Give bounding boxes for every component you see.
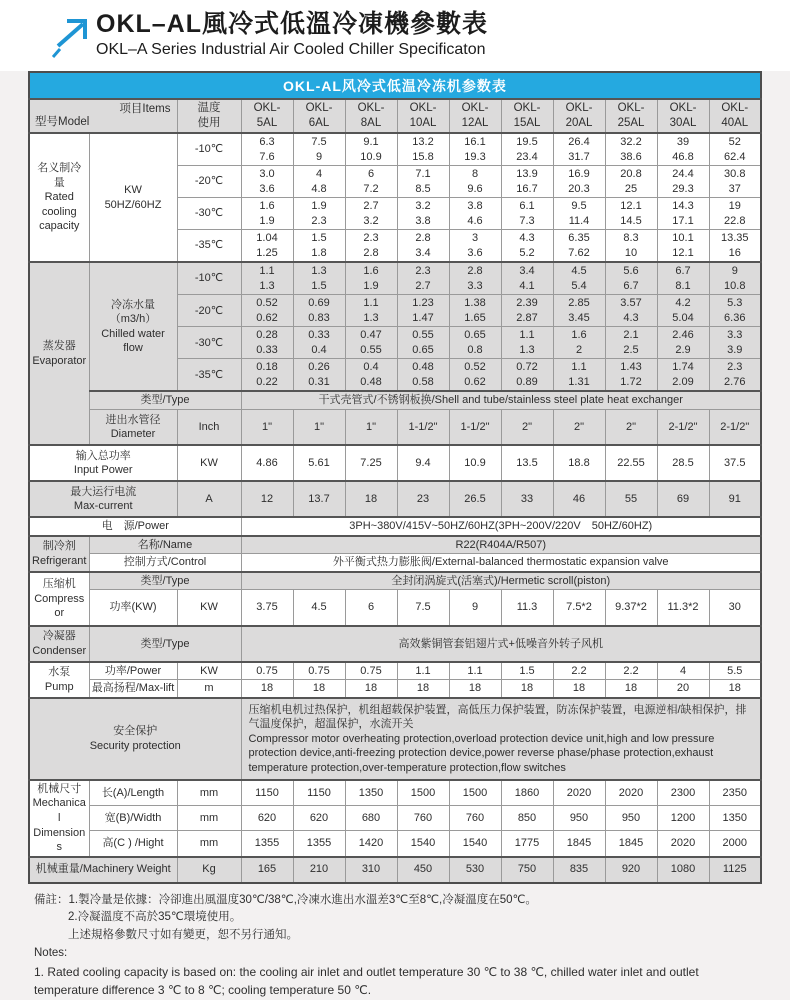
table-cell: 9.37*2: [605, 590, 657, 626]
table-cell: 680: [345, 806, 397, 831]
table-cell: -30℃: [177, 327, 241, 359]
table-cell: 压缩机电机过热保护，机组超载保护装置，高低压力保护装置，防冻保护装置，电源逆相/缺相保护，排气温度保护，超温保护，水流开关 Compressor motor overheating protection,overload protection device unit,high and low pressure protection device,anti-freezing protection device,power reverse phase/phase protection,exhaust temperature protection,over-temperature protection,flow switches: [241, 698, 761, 780]
table-cell: 5.5: [709, 662, 761, 680]
table-cell: 4.5: [293, 590, 345, 626]
table-cell: 2.7 3.2: [345, 198, 397, 230]
table-cell: 1-1/2": [397, 409, 449, 445]
table-cell: KW: [177, 662, 241, 680]
table-cell: 1.6 1.9: [345, 262, 397, 295]
table-cell: 8 9.6: [449, 166, 501, 198]
table-cell: 2.3 2.7: [397, 262, 449, 295]
table-header-row: [29, 99, 761, 133]
table-cell: 7.5*2: [553, 590, 605, 626]
table-cell: 18: [345, 481, 397, 517]
table-cell: 0.55 0.65: [397, 327, 449, 359]
table-cell: 165: [241, 857, 293, 883]
table-cell: 0.72 0.89: [501, 359, 553, 392]
table-cell: 1.43 1.72: [605, 359, 657, 392]
table-cell: 4 4.8: [293, 166, 345, 198]
table-row: [29, 831, 761, 857]
table-cell: 18: [449, 680, 501, 698]
up-right-arrow-icon: [52, 14, 92, 58]
table-cell: 1.3 1.5: [293, 262, 345, 295]
table-cell: 33: [501, 481, 553, 517]
table-cell: 1.1 1.3: [241, 262, 293, 295]
table-cell: 620: [293, 806, 345, 831]
table-cell: 0.33 0.4: [293, 327, 345, 359]
table-cell: 18: [553, 680, 605, 698]
table-cell: 2020: [657, 831, 709, 857]
table-cell: 冷凝器 Condenser: [29, 626, 89, 662]
table-cell: 920: [605, 857, 657, 883]
model-header: OKL- 30AL: [657, 99, 709, 133]
table-row: [29, 262, 761, 295]
table-cell: 2.8 3.4: [397, 230, 449, 263]
table-cell: 14.3 17.1: [657, 198, 709, 230]
table-cell: 2350: [709, 780, 761, 806]
model-header: OKL- 25AL: [605, 99, 657, 133]
table-cell: 1150: [293, 780, 345, 806]
table-cell: 1.5: [501, 662, 553, 680]
table-cell: 4.3 5.2: [501, 230, 553, 263]
table-cell: 名义制冷量 Rated cooling capacity: [29, 133, 89, 262]
table-cell: 2.8 3.3: [449, 262, 501, 295]
table-cell: 13.5: [501, 445, 553, 481]
table-cell: 8.3 10: [605, 230, 657, 263]
spec-table: [28, 98, 762, 884]
table-cell: 压缩机 Compressor: [29, 572, 89, 626]
table-cell: 1": [293, 409, 345, 445]
table-cell: 2.2: [605, 662, 657, 680]
note-line: 上述規格參數尺寸如有變更，恕不另行通知。: [68, 929, 298, 942]
table-cell: 5.3 6.36: [709, 295, 761, 327]
table-cell: 16.9 20.3: [553, 166, 605, 198]
model-header: OKL- 12AL: [449, 99, 501, 133]
title-band: [0, 0, 790, 71]
table-cell: 0.69 0.83: [293, 295, 345, 327]
table-cell: 3.3 3.9: [709, 327, 761, 359]
table-cell: 1355: [293, 831, 345, 857]
table-cell: 2020: [605, 780, 657, 806]
table-cell: R22(R404A/R507): [241, 536, 761, 554]
table-row: [29, 572, 761, 590]
table-cell: 950: [553, 806, 605, 831]
table-cell: 1845: [605, 831, 657, 857]
table-cell: 2": [501, 409, 553, 445]
table-cell: 机械尺寸 Mechanical Dimensions: [29, 780, 89, 857]
table-cell: -20℃: [177, 295, 241, 327]
table-cell: 23: [397, 481, 449, 517]
table-cell: 46: [553, 481, 605, 517]
table-cell: 850: [501, 806, 553, 831]
note-line: Notes:: [34, 946, 68, 959]
table-cell: 9.5 11.4: [553, 198, 605, 230]
table-cell: KW: [177, 590, 241, 626]
table-cell: 0.47 0.55: [345, 327, 397, 359]
table-cell: 3.75: [241, 590, 293, 626]
table-cell: 18: [293, 680, 345, 698]
corner-model-label: 型号Model: [35, 115, 90, 128]
table-cell: 1540: [397, 831, 449, 857]
table-cell: mm: [177, 806, 241, 831]
table-cell: 30.8 37: [709, 166, 761, 198]
table-cell: 0.75: [345, 662, 397, 680]
table-cell: 69: [657, 481, 709, 517]
table-cell: 1": [345, 409, 397, 445]
table-cell: 6.35 7.62: [553, 230, 605, 263]
table-cell: 7.1 8.5: [397, 166, 449, 198]
table-cell: 30: [709, 590, 761, 626]
table-cell: 2000: [709, 831, 761, 857]
table-cell: 450: [397, 857, 449, 883]
table-cell: 全封闭涡旋式(活塞式)/Hermetic scroll(piston): [241, 572, 761, 590]
table-cell: 4.86: [241, 445, 293, 481]
table-cell: 760: [397, 806, 449, 831]
table-cell: 24.4 29.3: [657, 166, 709, 198]
table-row: [29, 517, 761, 536]
table-cell: 7.25: [345, 445, 397, 481]
table-cell: 干式壳管式/不锈钢板换/Shell and tube/stainless steel plate heat exchanger: [241, 391, 761, 409]
table-cell: 1500: [397, 780, 449, 806]
table-cell: 进出水管径 Diameter: [89, 409, 177, 445]
table-cell: 2-1/2": [657, 409, 709, 445]
table-cell: -35℃: [177, 359, 241, 392]
table-cell: 0.52 0.62: [449, 359, 501, 392]
table-cell: 1-1/2": [449, 409, 501, 445]
note-line: 1. Rated cooling capacity is based on: the cooling air inlet and outlet temperature 30 ℃ to 38 ℃, chilled water inlet and outlet temperature difference 3 ℃ to 8 ℃; cooling temperature 50 ℃.: [34, 964, 699, 998]
table-cell: 4.2 5.04: [657, 295, 709, 327]
table-row: [29, 554, 761, 572]
table-cell: 长(A)/Length: [89, 780, 177, 806]
table-cell: 530: [449, 857, 501, 883]
table-cell: 高(C ) /Hight: [89, 831, 177, 857]
table-cell: 1.1 1.3: [345, 295, 397, 327]
table-cell: 1500: [449, 780, 501, 806]
notes-block: [34, 892, 762, 1000]
table-cell: 2.46 2.9: [657, 327, 709, 359]
table-cell: 1775: [501, 831, 553, 857]
table-cell: 控制方式/Control: [89, 554, 241, 572]
table-cell: 7.5 9: [293, 133, 345, 166]
table-cell: 18: [501, 680, 553, 698]
table-cell: 1860: [501, 780, 553, 806]
table-cell: 1.6 1.9: [241, 198, 293, 230]
table-cell: 2": [605, 409, 657, 445]
table-cell: 类型/Type: [89, 391, 241, 409]
table-cell: 3.4 4.1: [501, 262, 553, 295]
table-cell: 19 22.8: [709, 198, 761, 230]
model-header: OKL- 40AL: [709, 99, 761, 133]
table-cell: 10.1 12.1: [657, 230, 709, 263]
table-cell: 20.8 25: [605, 166, 657, 198]
table-cell: 5.6 6.7: [605, 262, 657, 295]
table-cell: 1.1: [397, 662, 449, 680]
table-cell: 760: [449, 806, 501, 831]
table-row: [29, 680, 761, 698]
table-cell: 620: [241, 806, 293, 831]
table-cell: 安全保护 Security protection: [29, 698, 241, 780]
table-cell: 6: [345, 590, 397, 626]
table-row: [29, 626, 761, 662]
table-banner: OKL-AL风冷式低温冷冻机参数表: [28, 71, 762, 98]
corner-cell: [29, 99, 177, 133]
table-row: [29, 662, 761, 680]
table-cell: Inch: [177, 409, 241, 445]
temp-header-cell: 温度 使用: [177, 99, 241, 133]
model-header: OKL- 5AL: [241, 99, 293, 133]
table-cell: 0.48 0.58: [397, 359, 449, 392]
table-cell: -20℃: [177, 166, 241, 198]
table-cell: m: [177, 680, 241, 698]
table-cell: 1845: [553, 831, 605, 857]
model-header: OKL- 8AL: [345, 99, 397, 133]
table-cell: 名称/Name: [89, 536, 241, 554]
table-cell: 13.35 16: [709, 230, 761, 263]
table-cell: 2.39 2.87: [501, 295, 553, 327]
table-cell: 91: [709, 481, 761, 517]
table-cell: 10.9: [449, 445, 501, 481]
table-cell: 13.9 16.7: [501, 166, 553, 198]
table-cell: 28.5: [657, 445, 709, 481]
table-cell: 9: [449, 590, 501, 626]
model-header: OKL- 10AL: [397, 99, 449, 133]
table-cell: 950: [605, 806, 657, 831]
table-cell: -10℃: [177, 133, 241, 166]
table-cell: 6 7.2: [345, 166, 397, 198]
table-cell: 1.5 1.8: [293, 230, 345, 263]
table-cell: 最大运行电流 Max-current: [29, 481, 177, 517]
table-cell: 1.1 1.31: [553, 359, 605, 392]
table-cell: 26.4 31.7: [553, 133, 605, 166]
table-cell: 1200: [657, 806, 709, 831]
table-cell: 2.3 2.8: [345, 230, 397, 263]
table-row: [29, 857, 761, 883]
table-cell: 55: [605, 481, 657, 517]
table-cell: 11.3: [501, 590, 553, 626]
table-cell: 9.1 10.9: [345, 133, 397, 166]
table-cell: 2020: [553, 780, 605, 806]
table-row: [29, 481, 761, 517]
table-cell: 1.9 2.3: [293, 198, 345, 230]
table-cell: 18: [605, 680, 657, 698]
table-cell: 9 10.8: [709, 262, 761, 295]
table-cell: 3.0 3.6: [241, 166, 293, 198]
table-cell: 电 源/Power: [29, 517, 241, 536]
table-cell: 18.8: [553, 445, 605, 481]
table-cell: 2.3 2.76: [709, 359, 761, 392]
table-cell: 18: [709, 680, 761, 698]
table-row: [29, 806, 761, 831]
table-cell: 5.61: [293, 445, 345, 481]
table-cell: 39 46.8: [657, 133, 709, 166]
table-cell: 2300: [657, 780, 709, 806]
table-cell: 0.4 0.48: [345, 359, 397, 392]
table-cell: 功率(KW): [89, 590, 177, 626]
model-header: OKL- 6AL: [293, 99, 345, 133]
table-cell: 13.2 15.8: [397, 133, 449, 166]
table-cell: 3.2 3.8: [397, 198, 449, 230]
table-cell: 210: [293, 857, 345, 883]
table-cell: 835: [553, 857, 605, 883]
table-cell: 冷冻水量（m3/h） Chilled water flow: [89, 262, 177, 391]
table-cell: 1.1: [449, 662, 501, 680]
table-cell: 0.26 0.31: [293, 359, 345, 392]
table-cell: 32.2 38.6: [605, 133, 657, 166]
table-cell: 1.6 2: [553, 327, 605, 359]
table-row: [29, 590, 761, 626]
table-row: [29, 536, 761, 554]
table-cell: 机械重量/Machinery Weight: [29, 857, 177, 883]
table-row: [29, 780, 761, 806]
table-cell: 最高扬程/Max-lift: [89, 680, 177, 698]
note-line: 備註：1.製冷量是依據：冷卻進出風溫度30℃/38℃,冷凍水進出水溫差3℃至8℃,冷凝溫度在50℃。: [34, 893, 537, 906]
table-cell: 水泵 Pump: [29, 662, 89, 698]
table-cell: 6.3 7.6: [241, 133, 293, 166]
table-cell: 1.74 2.09: [657, 359, 709, 392]
table-cell: 12.1 14.5: [605, 198, 657, 230]
table-cell: 6.7 8.1: [657, 262, 709, 295]
table-row: [29, 698, 761, 780]
table-cell: 0.75: [293, 662, 345, 680]
table-cell: 类型/Type: [89, 572, 241, 590]
table-row: [29, 445, 761, 481]
table-cell: 1.1 1.3: [501, 327, 553, 359]
table-cell: 1.04 1.25: [241, 230, 293, 263]
table-cell: 1.23 1.47: [397, 295, 449, 327]
table-cell: mm: [177, 831, 241, 857]
table-cell: mm: [177, 780, 241, 806]
corner-items-label: 项目Items: [119, 102, 171, 115]
table-cell: 1080: [657, 857, 709, 883]
table-cell: 13.7: [293, 481, 345, 517]
table-cell: 外平衡式热力膨胀阀/External-balanced thermostatic expansion valve: [241, 554, 761, 572]
table-cell: 2.85 3.45: [553, 295, 605, 327]
table-cell: 18: [241, 680, 293, 698]
table-cell: 0.52 0.62: [241, 295, 293, 327]
table-cell: 18: [397, 680, 449, 698]
table-row: [29, 409, 761, 445]
table-cell: 7.5: [397, 590, 449, 626]
table-cell: 16.1 19.3: [449, 133, 501, 166]
table-cell: KW 50HZ/60HZ: [89, 133, 177, 262]
table-cell: 2.1 2.5: [605, 327, 657, 359]
model-header: OKL- 20AL: [553, 99, 605, 133]
table-cell: 26.5: [449, 481, 501, 517]
table-cell: -35℃: [177, 230, 241, 263]
table-cell: 12: [241, 481, 293, 517]
table-cell: 18: [345, 680, 397, 698]
table-cell: 9.4: [397, 445, 449, 481]
table-cell: 2": [553, 409, 605, 445]
table-cell: 310: [345, 857, 397, 883]
table-cell: 3 3.6: [449, 230, 501, 263]
spec-table-wrap: [28, 71, 762, 1000]
table-cell: KW: [177, 445, 241, 481]
table-cell: 3PH~380V/415V~50HZ/60HZ(3PH~200V/220V 50HZ/60HZ): [241, 517, 761, 536]
table-cell: 37.5: [709, 445, 761, 481]
table-cell: 1420: [345, 831, 397, 857]
table-cell: Kg: [177, 857, 241, 883]
table-cell: 1": [241, 409, 293, 445]
table-cell: 1.38 1.65: [449, 295, 501, 327]
table-cell: 20: [657, 680, 709, 698]
table-cell: 6.1 7.3: [501, 198, 553, 230]
table-cell: 2-1/2": [709, 409, 761, 445]
table-cell: 0.28 0.33: [241, 327, 293, 359]
table-cell: 输入总功率 Input Power: [29, 445, 177, 481]
table-cell: 3.8 4.6: [449, 198, 501, 230]
table-cell: 3.57 4.3: [605, 295, 657, 327]
table-cell: 宽(B)/Width: [89, 806, 177, 831]
note-line: 2.冷凝溫度不高於35℃環境使用。: [68, 911, 242, 924]
table-cell: 功率/Power: [89, 662, 177, 680]
table-cell: 0.75: [241, 662, 293, 680]
table-cell: 1350: [709, 806, 761, 831]
table-cell: 1350: [345, 780, 397, 806]
table-cell: 制冷剂 Refrigerant: [29, 536, 89, 572]
table-cell: 高效紫铜管套铝翅片式+低噪音外转子风机: [241, 626, 761, 662]
table-cell: 0.18 0.22: [241, 359, 293, 392]
table-cell: 750: [501, 857, 553, 883]
table-cell: 19.5 23.4: [501, 133, 553, 166]
table-cell: 52 62.4: [709, 133, 761, 166]
table-row: [29, 133, 761, 166]
table-cell: 22.55: [605, 445, 657, 481]
table-cell: 1125: [709, 857, 761, 883]
table-cell: 4.5 5.4: [553, 262, 605, 295]
table-cell: 11.3*2: [657, 590, 709, 626]
page-title-cn: OKL–AL風冷式低溫冷凍機參數表: [96, 10, 489, 38]
table-cell: 1355: [241, 831, 293, 857]
table-cell: A: [177, 481, 241, 517]
table-cell: -30℃: [177, 198, 241, 230]
page-title-en: OKL–A Series Industrial Air Cooled Chiller Specificaton: [96, 40, 486, 58]
table-cell: 1540: [449, 831, 501, 857]
model-header: OKL- 15AL: [501, 99, 553, 133]
table-cell: 0.65 0.8: [449, 327, 501, 359]
table-cell: 2.2: [553, 662, 605, 680]
table-cell: 类型/Type: [89, 626, 241, 662]
table-cell: -10℃: [177, 262, 241, 295]
table-cell: 4: [657, 662, 709, 680]
table-row: [29, 391, 761, 409]
table-cell: 1150: [241, 780, 293, 806]
table-cell: 蒸发器 Evaporator: [29, 262, 89, 445]
